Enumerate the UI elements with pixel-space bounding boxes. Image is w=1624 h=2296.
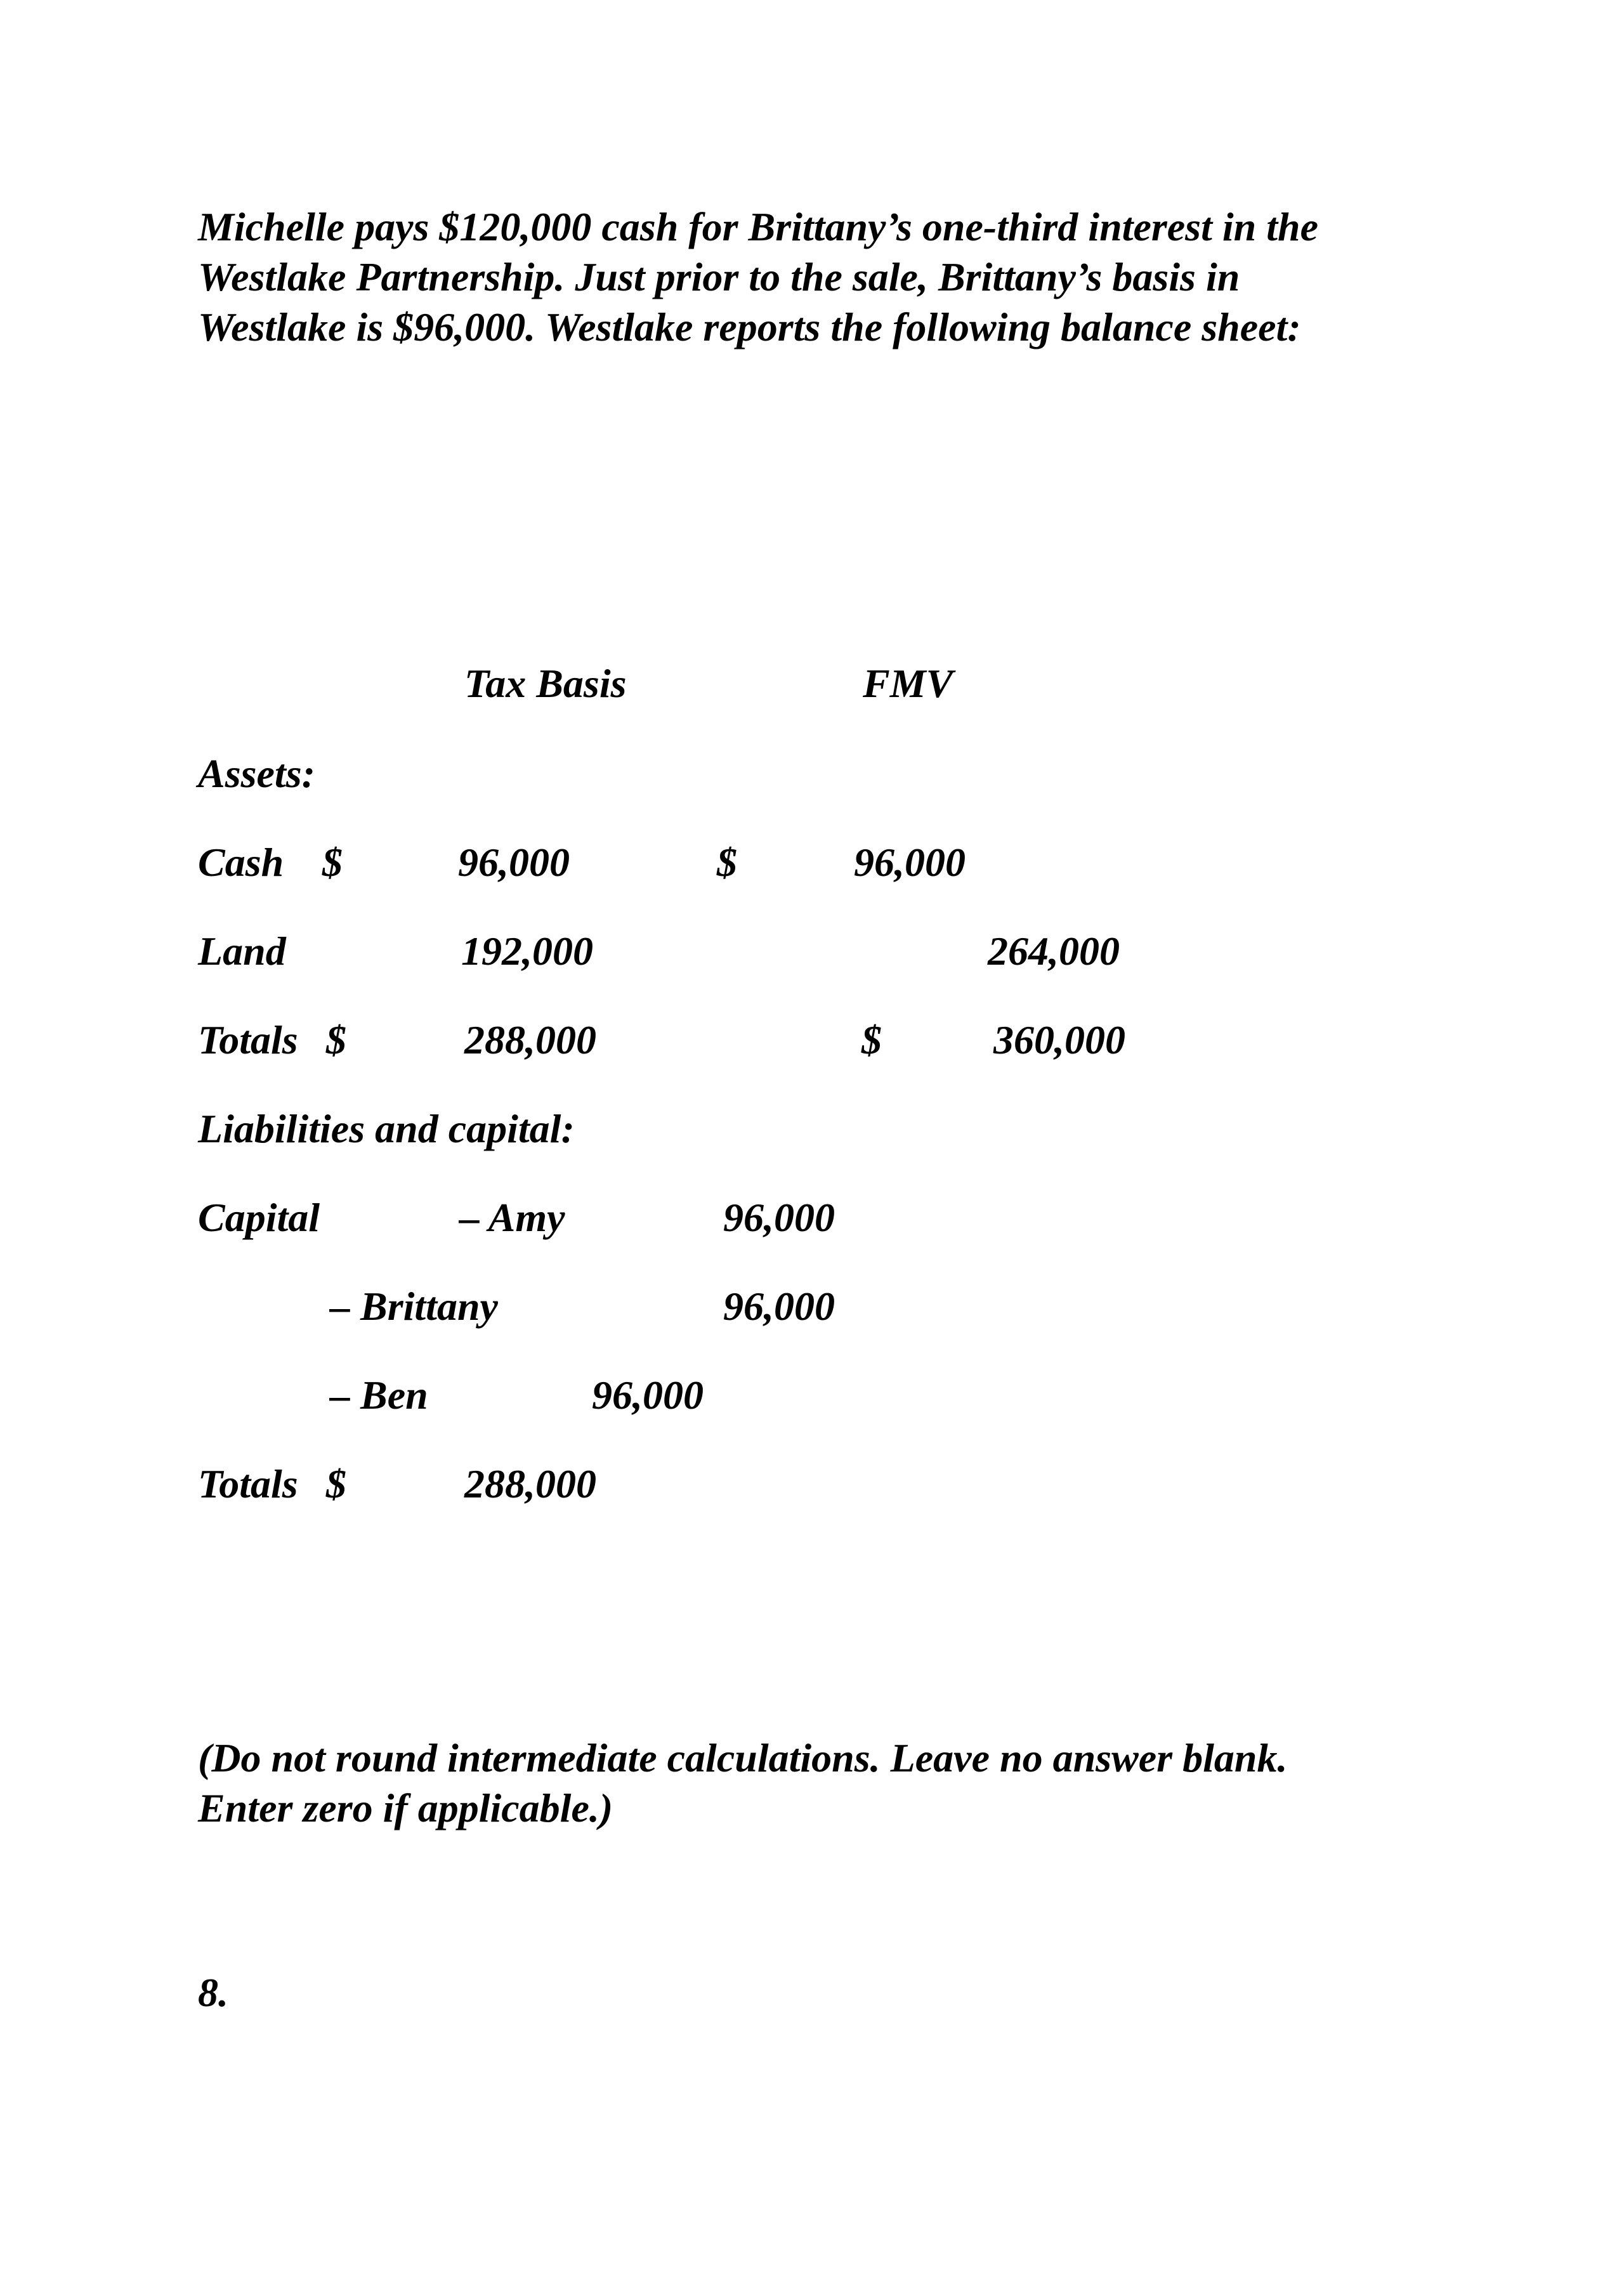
question-number: 8. xyxy=(198,1970,228,2015)
capital-partner-brittany: – Brittany xyxy=(330,1284,498,1329)
assets-totals-label: Totals xyxy=(198,1017,298,1062)
assets-totals-fmv-dollar-sign: $ xyxy=(861,1017,882,1062)
header-tax-basis: Tax Basis xyxy=(464,661,627,706)
capital-totals-amount: 288,000 xyxy=(464,1461,596,1506)
problem-statement xyxy=(198,202,1467,352)
cash-tax-basis: 96,000 xyxy=(458,840,570,885)
instruction-line: Enter zero if applicable.) xyxy=(198,1785,613,1830)
problem-line: Westlake Partnership. Just prior to the sale, Brittany’s basis in xyxy=(198,254,1240,299)
liabilities-label: Liabilities and capital: xyxy=(198,1106,575,1151)
capital-totals-dollar-sign: $ xyxy=(326,1461,346,1506)
problem-line: Westlake is $96,000. Westlake reports the following balance sheet: xyxy=(198,304,1301,349)
capital-totals-label: Totals xyxy=(198,1461,298,1506)
problem-line: Michelle pays $120,000 cash for Brittany’s one-third interest in the xyxy=(198,204,1318,249)
land-tax-basis: 192,000 xyxy=(461,929,593,974)
capital-label: Capital xyxy=(198,1195,320,1240)
capital-amount-ben: 96,000 xyxy=(592,1373,704,1418)
cash-fmv: 96,000 xyxy=(854,840,966,885)
instruction-line: (Do not round intermediate calculations. Leave no answer blank. xyxy=(198,1735,1288,1780)
instructions xyxy=(198,1733,1467,1833)
cash-dollar-sign: $ xyxy=(322,840,343,885)
header-fmv: FMV xyxy=(863,661,953,706)
assets-totals-dollar-sign: $ xyxy=(326,1017,346,1062)
capital-amount-amy: 96,000 xyxy=(723,1195,835,1240)
land-label: Land xyxy=(198,929,286,974)
assets-totals-tax-basis: 288,000 xyxy=(464,1017,596,1062)
assets-totals-fmv: 360,000 xyxy=(993,1017,1125,1062)
cash-label: Cash xyxy=(198,840,284,885)
capital-partner-ben: – Ben xyxy=(330,1373,428,1418)
cash-fmv-dollar-sign: $ xyxy=(717,840,737,885)
capital-partner-amy: – Amy xyxy=(459,1195,565,1240)
assets-label: Assets: xyxy=(198,751,315,796)
capital-amount-brittany: 96,000 xyxy=(723,1284,835,1329)
land-fmv: 264,000 xyxy=(988,929,1120,974)
